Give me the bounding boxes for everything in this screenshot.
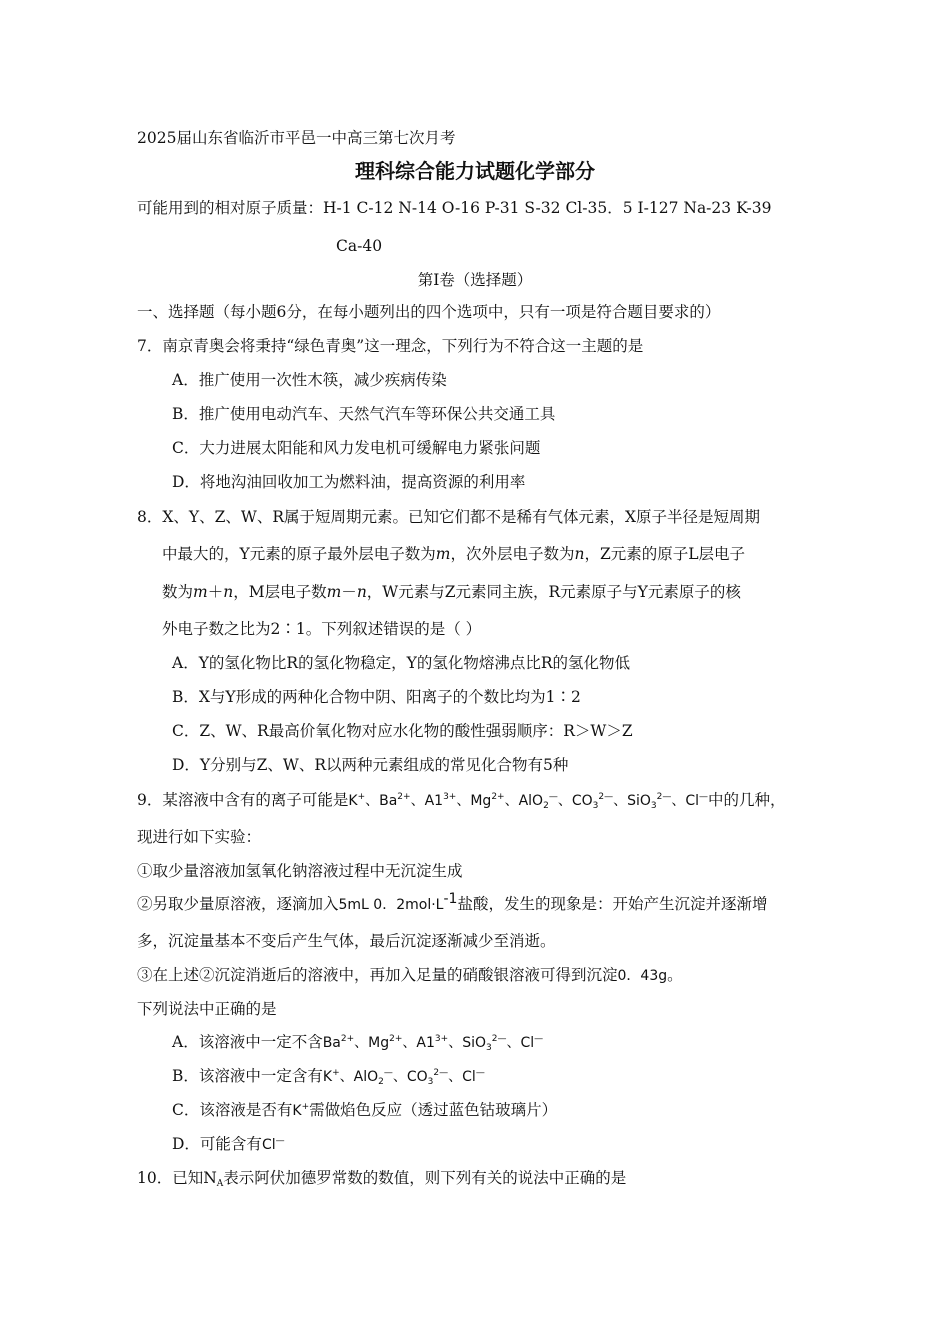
q8-text: ，W元素与Z元素同主族，R元素原子与Y元素原子的核 bbox=[366, 583, 741, 601]
q9-prompt: 下列说法中正确的是 bbox=[137, 1000, 277, 1018]
q9-text: 9．某溶液中含有的离子可能是 bbox=[137, 791, 349, 809]
q9-text: 中的几种， bbox=[708, 791, 786, 809]
question-9-line-1 bbox=[137, 790, 786, 811]
q9-option-c: C．该溶液是否有K+需做焰色反应（透过蓝色钴玻璃片） bbox=[172, 1101, 558, 1119]
q8-text: ，次外层电子数为 bbox=[450, 545, 575, 563]
q9-option-d: D．可能含有Cl— bbox=[172, 1135, 285, 1153]
q7-option-b: B．推广使用电动汽车、天然气汽车等环保公共交通工具 bbox=[172, 405, 556, 423]
q8-text: ，Z元素的原子L层电子 bbox=[584, 545, 746, 563]
question-10-stem: 10．已知$N_A$表示阿伏加德罗常数的数值，则下列有关的说法中正确的是 bbox=[137, 1169, 627, 1189]
var-m: m bbox=[193, 583, 208, 601]
q7-option-c: C．大力进展太阳能和风力发电机可缓解电力紧张问题 bbox=[172, 439, 541, 457]
exam-name: 2025届山东省临沂市平邑一中高三第七次月考 bbox=[137, 129, 456, 147]
q9-step-2: ②另取少量原溶液，逐滴加入5mL 0．$2mol\cdot L^{-1}$盐酸，发生的现象是：开始产生沉淀并逐渐增 bbox=[137, 891, 768, 913]
q9-step-1: ①取少量溶液加氢氧化钠溶液过程中无沉淀生成 bbox=[137, 862, 463, 880]
q8-option-a: A．Y的氢化物比R的氢化物稳定，Y的氢化物熔沸点比R的氢化物低 bbox=[172, 654, 631, 672]
q7-option-d: D．将地沟油回收加工为燃料油，提高资源的利用率 bbox=[172, 473, 526, 491]
question-8-line-2 bbox=[162, 544, 745, 564]
atomic-mass-line-cont: Ca-40 bbox=[336, 237, 383, 255]
q8-option-b: B．X与Y形成的两种化合物中阴、阳离子的个数比均为1∶2 bbox=[172, 688, 581, 706]
question-8-line-3 bbox=[162, 582, 741, 602]
q8-text: ，M层电子数 bbox=[233, 583, 327, 601]
q8-option-c: C．Z、W、R最高价氧化物对应水化物的酸性强弱顺序：R＞W＞Z bbox=[172, 722, 633, 740]
q8-option-d: D．Y分别与Z、W、R以两种元素组成的常见化合物有5种 bbox=[172, 756, 569, 774]
ion-list: K+、$Ba^{2+}$、$A1^{3+}$、$Mg^{2+}$、AlO$_2$—、$CO_3^{2—}$、SiO$_3^{2—}$、Cl— bbox=[348, 792, 709, 811]
var-n: n bbox=[223, 583, 234, 601]
q9-option-b: B．该溶液中一定含有K+、AlO$_2$—、$CO_3^{2—}$、Cl— bbox=[172, 1067, 485, 1087]
volume-heading: 第Ⅰ卷（选择题） bbox=[417, 271, 533, 289]
q7-option-a: A．推广使用一次性木筷，减少疾病传染 bbox=[172, 371, 447, 389]
q9-option-a: A．该溶液中一定不含$Ba^{2+}$、$Mg^{2+}$、$A1^{3+}$、SiO$_3^{2—}$、Cl— bbox=[172, 1033, 544, 1053]
var-n: n bbox=[356, 583, 367, 601]
q8-text: ＋ bbox=[207, 583, 224, 601]
q9-step-3: ③在上述②沉淀消逝后的溶液中，再加入足量的硝酸银溶液可得到沉淀0．43g。 bbox=[137, 966, 683, 984]
question-9-line-2: 现进行如下实验： bbox=[137, 828, 262, 846]
q8-text: 数为 bbox=[162, 583, 194, 601]
document-title: 理科综合能力试题化学部分 bbox=[355, 159, 595, 183]
question-7-stem: 7．南京青奥会将秉持“绿色青奥”这一理念，下列行为不符合这一主题的是 bbox=[137, 337, 644, 355]
var-m: m bbox=[326, 583, 342, 601]
q8-text: 中最大的，Y元素的原子最外层电子数为 bbox=[162, 545, 436, 563]
q9-step-2-cont: 多，沉淀量基本不变后产生气体，最后沉淀逐渐减少至消逝。 bbox=[137, 932, 556, 950]
atomic-mass-line: 可能用到的相对原子质量：H-1 C-12 N-14 O-16 P-31 S-32 Cl-35．5 I-127 Na-23 K-39 bbox=[137, 199, 772, 217]
question-8-line-4: 外电子数之比为2∶1。下列叙述错误的是（ ） bbox=[162, 620, 482, 638]
question-8-line-1: 8．X、Y、Z、W、R属于短周期元素。已知它们都不是稀有气体元素，X原子半径是短周期 bbox=[137, 508, 761, 526]
var-m: m bbox=[435, 545, 451, 563]
q8-text: － bbox=[341, 583, 357, 601]
var-n: n bbox=[574, 545, 585, 563]
section-heading: 一、选择题（每小题6分，在每小题列出的四个选项中，只有一项是符合题目要求的） bbox=[137, 303, 721, 321]
